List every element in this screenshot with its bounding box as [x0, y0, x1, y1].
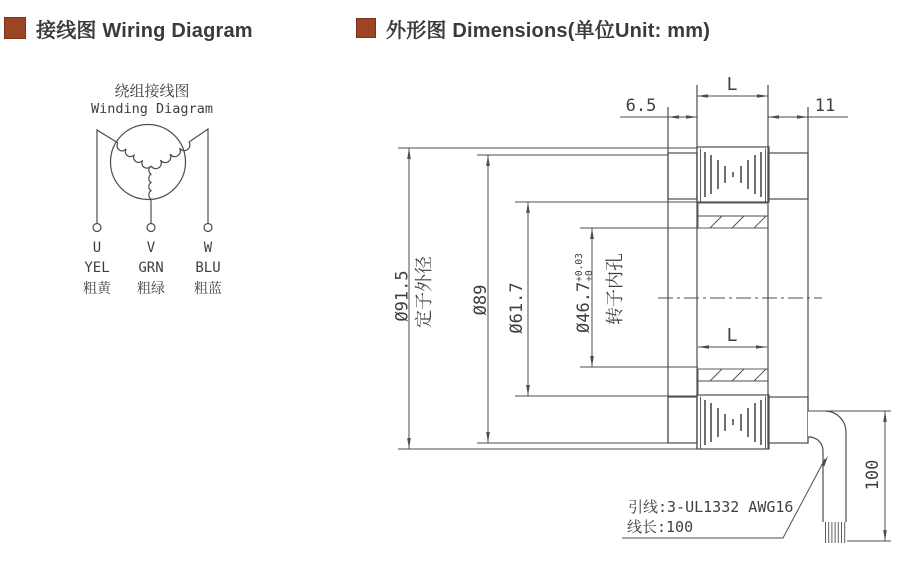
- dim-stator-od-label: 定子外径: [414, 256, 435, 328]
- terminals: [93, 224, 212, 232]
- wiring-section-title: 接线图 Wiring Diagram: [36, 19, 253, 42]
- slot-insulation-bottom: [698, 381, 768, 395]
- arrowheads: [407, 94, 887, 541]
- lead-cable: [808, 411, 846, 543]
- terminal-v: [147, 224, 155, 232]
- dim-bore-label: 转子内孔: [605, 253, 626, 325]
- coil-v: [149, 166, 151, 199]
- bullet-square-icon: [4, 17, 26, 39]
- winding-diagram: [0, 60, 300, 310]
- dim-bore-tol-lower: +0: [584, 270, 595, 282]
- dim-lead-length: 100: [863, 459, 883, 491]
- winding-diagram-titles: [91, 82, 213, 117]
- terminal-u-id: U: [92, 240, 102, 256]
- stator-outline: [668, 85, 808, 449]
- terminal-w: [204, 224, 212, 232]
- dim-stack-length-bottom: L: [726, 325, 738, 346]
- dimension-drawing: [380, 60, 900, 560]
- dim-stator-od: Ø91.5: [392, 270, 413, 322]
- dimensions-section-title: 外形图 Dimensions(单位Unit: mm): [386, 19, 711, 42]
- stator-top-section: [668, 147, 808, 228]
- terminal-u: [93, 224, 101, 232]
- dim-bore-tol-upper: +0.03: [574, 253, 585, 282]
- terminal-v-color: GRN: [138, 260, 164, 276]
- lamination-lines-top: [701, 149, 766, 202]
- coil-u: [117, 143, 151, 168]
- winding-coils: [117, 142, 190, 199]
- dim-stack-length-top: L: [726, 74, 738, 95]
- dim-outer-d2: Ø89: [471, 284, 491, 316]
- dimension-lines: [409, 96, 885, 541]
- wiring-section-header: [4, 16, 253, 40]
- slot-insulation-top: [698, 203, 768, 216]
- wire-strands: [826, 522, 845, 543]
- terminal-v-id: V: [146, 240, 156, 256]
- coil-w: [151, 142, 190, 169]
- lamination-lines-bottom: [701, 397, 766, 449]
- dim-inner-d3: Ø61.7: [507, 282, 527, 334]
- terminal-w-color-zh: 粗蓝: [194, 281, 222, 297]
- dimensions-section-header: [356, 16, 710, 40]
- end-winding-left-crosshatch-bottom: [668, 397, 697, 443]
- dim-right-overhang: 11: [814, 96, 836, 116]
- dim-bore: $Ø46.7^{+0.03}+0$: [574, 253, 595, 333]
- lead-note-line2: 线长:100: [627, 518, 694, 536]
- terminal-v-color-zh: 粗绿: [137, 281, 165, 297]
- tooth-band-bottom: [698, 369, 768, 381]
- end-winding-right-crosshatch: [768, 153, 808, 199]
- terminal-w-color: BLU: [195, 260, 221, 276]
- winding-title-en: Winding Diagram: [91, 101, 213, 117]
- end-winding-right-crosshatch-bottom: [768, 397, 808, 443]
- end-winding-left-crosshatch: [668, 153, 697, 199]
- tooth-band-top: [698, 216, 768, 228]
- motor-circle: [111, 125, 186, 200]
- terminal-w-id: W: [203, 240, 213, 256]
- extension-lines: [398, 148, 891, 541]
- bullet-square-icon: [356, 18, 376, 38]
- terminal-u-color-zh: 粗黄: [83, 281, 111, 297]
- winding-title-zh: 绕组接线图: [114, 82, 190, 100]
- lead-note: [622, 456, 828, 538]
- dim-left-overhang: 6.5: [625, 96, 657, 116]
- stator-bottom-section: [668, 369, 808, 449]
- terminal-labels: [83, 240, 222, 297]
- lead-note-line1: 引线:3-UL1332 AWG16: [628, 498, 794, 516]
- terminal-u-color: YEL: [84, 260, 110, 276]
